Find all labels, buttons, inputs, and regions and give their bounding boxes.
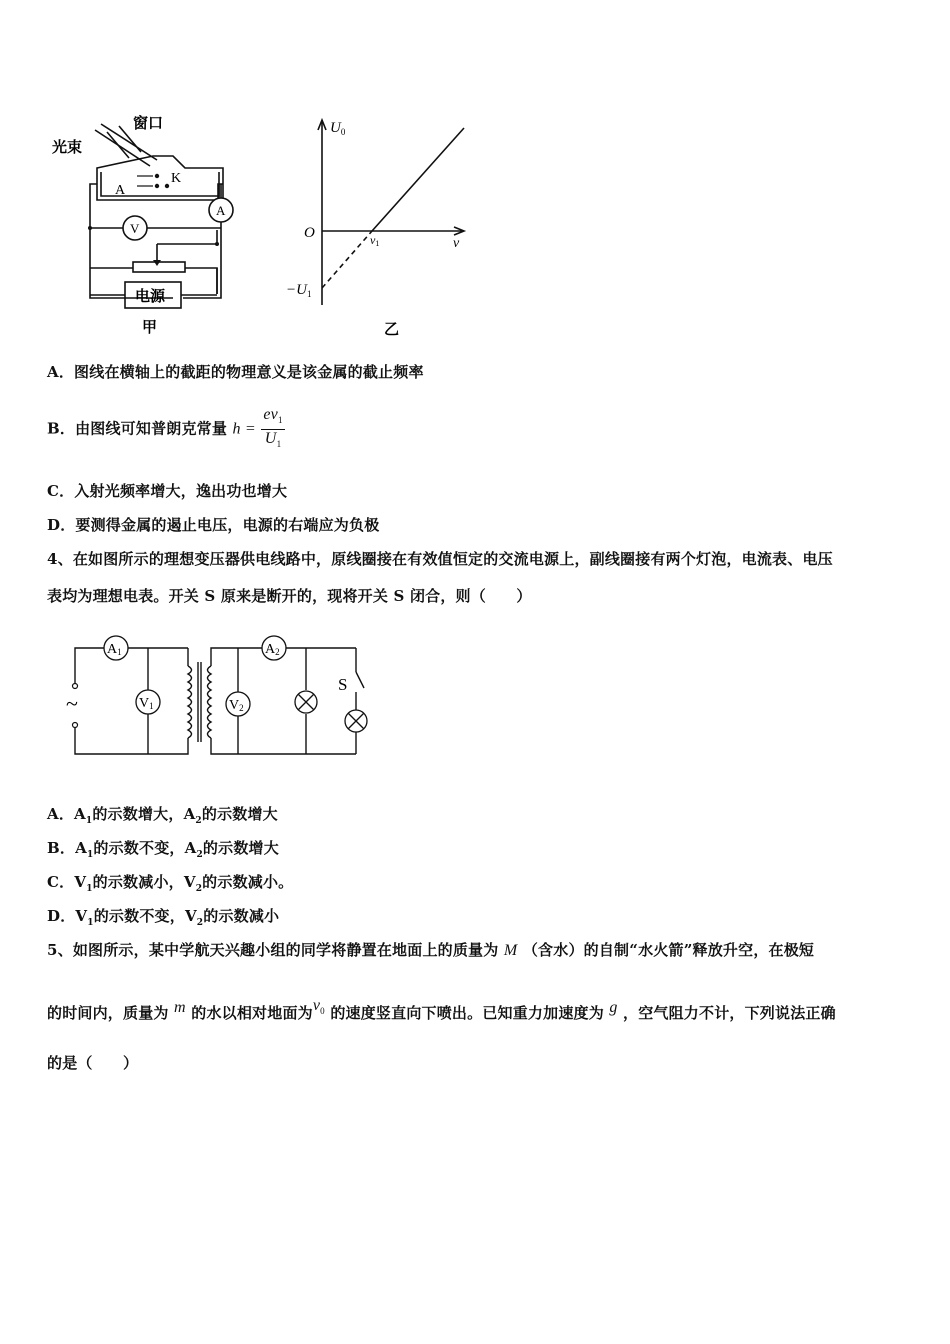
figure-yi-caption: 乙 bbox=[384, 322, 400, 338]
switch-label: S bbox=[338, 675, 348, 694]
window-label: 窗口 bbox=[133, 116, 164, 132]
q5-stem-line-3: 的是（ ） bbox=[47, 1054, 139, 1072]
meter-v2: V2 bbox=[229, 698, 244, 713]
v0-symbol: $v_0$ bbox=[312, 997, 325, 1017]
figure-jia-circuit bbox=[45, 110, 245, 340]
origin-label: O bbox=[304, 225, 315, 241]
lamp-1 bbox=[295, 691, 317, 713]
x-intercept-label: ν1 bbox=[370, 233, 380, 248]
cathode-label: K bbox=[171, 171, 182, 186]
anode-label: A bbox=[115, 183, 126, 198]
y-axis-label: $U_0$ bbox=[330, 120, 346, 137]
q3-option-b-lhs: h = bbox=[232, 420, 256, 438]
q4-transformer-circuit bbox=[55, 632, 385, 766]
x-axis-label: ν bbox=[453, 236, 460, 251]
q5-stem-line-1: 5、如图所示，某中学航天兴趣小组的同学将静置在地面上的质量为 M （含水）的自制“水火箭”释放升空，在极短 bbox=[47, 941, 815, 959]
q3-option-d: D．要测得金属的遏止电压，电源的右端应为负极 bbox=[47, 516, 380, 534]
q3-option-a: A．图线在横轴上的截距的物理意义是该金属的截止频率 bbox=[47, 363, 424, 381]
q4-option-a: A．$A_1$的示数增大，$A_2$的示数增大 bbox=[47, 805, 278, 826]
q4-stem-line-2: 表均为理想电表。开关 S 原来是断开的，现将开关 S 闭合，则（ ） bbox=[47, 587, 532, 605]
meter-a1: A1 bbox=[107, 642, 122, 657]
figure-yi-graph bbox=[284, 110, 484, 340]
meter-v1: V1 bbox=[139, 696, 154, 711]
q4-option-b: B．$A_1$的示数不变，$A_2$的示数增大 bbox=[47, 839, 279, 860]
ac-source-symbol: ~ bbox=[66, 691, 78, 716]
y-intercept-label: $-U_1$ bbox=[286, 282, 312, 299]
ammeter-label: A bbox=[216, 203, 226, 218]
meter-a2: A2 bbox=[265, 642, 280, 657]
q3-option-b-text: B．由图线可知普朗克常量 bbox=[47, 419, 228, 438]
q4-stem-line-1: 4、在如图所示的理想变压器供电线路中，原线圈接在有效值恒定的交流电源上，副线圈接有两个灯泡，电流表、电压 bbox=[47, 550, 833, 568]
q3-option-c: C．入射光频率增大，逸出功也增大 bbox=[47, 482, 288, 500]
figure-jia-caption: 甲 bbox=[142, 320, 158, 336]
beam-label: 光束 bbox=[52, 140, 83, 156]
lamp-2 bbox=[345, 710, 367, 732]
q5-stem-line-2: 的时间内，质量为 m 的水以相对地面为$v_0$ 的速度竖直向下喷出。已知重力加速度为 g ，空气阻力不计，下列说法正确 bbox=[47, 997, 836, 1022]
q3-option-b bbox=[47, 406, 285, 453]
voltmeter-label: V bbox=[130, 221, 140, 236]
q4-option-c: C．$V_1$的示数减小，$V_2$的示数减小。 bbox=[47, 873, 294, 894]
q3-option-b-fraction: $\frac{e\nu_1}{U_1}$ bbox=[263, 406, 283, 450]
power-label: 电源 bbox=[135, 289, 166, 305]
q4-option-d: D．$V_1$的示数不变，$V_2$的示数减小 bbox=[47, 907, 280, 928]
